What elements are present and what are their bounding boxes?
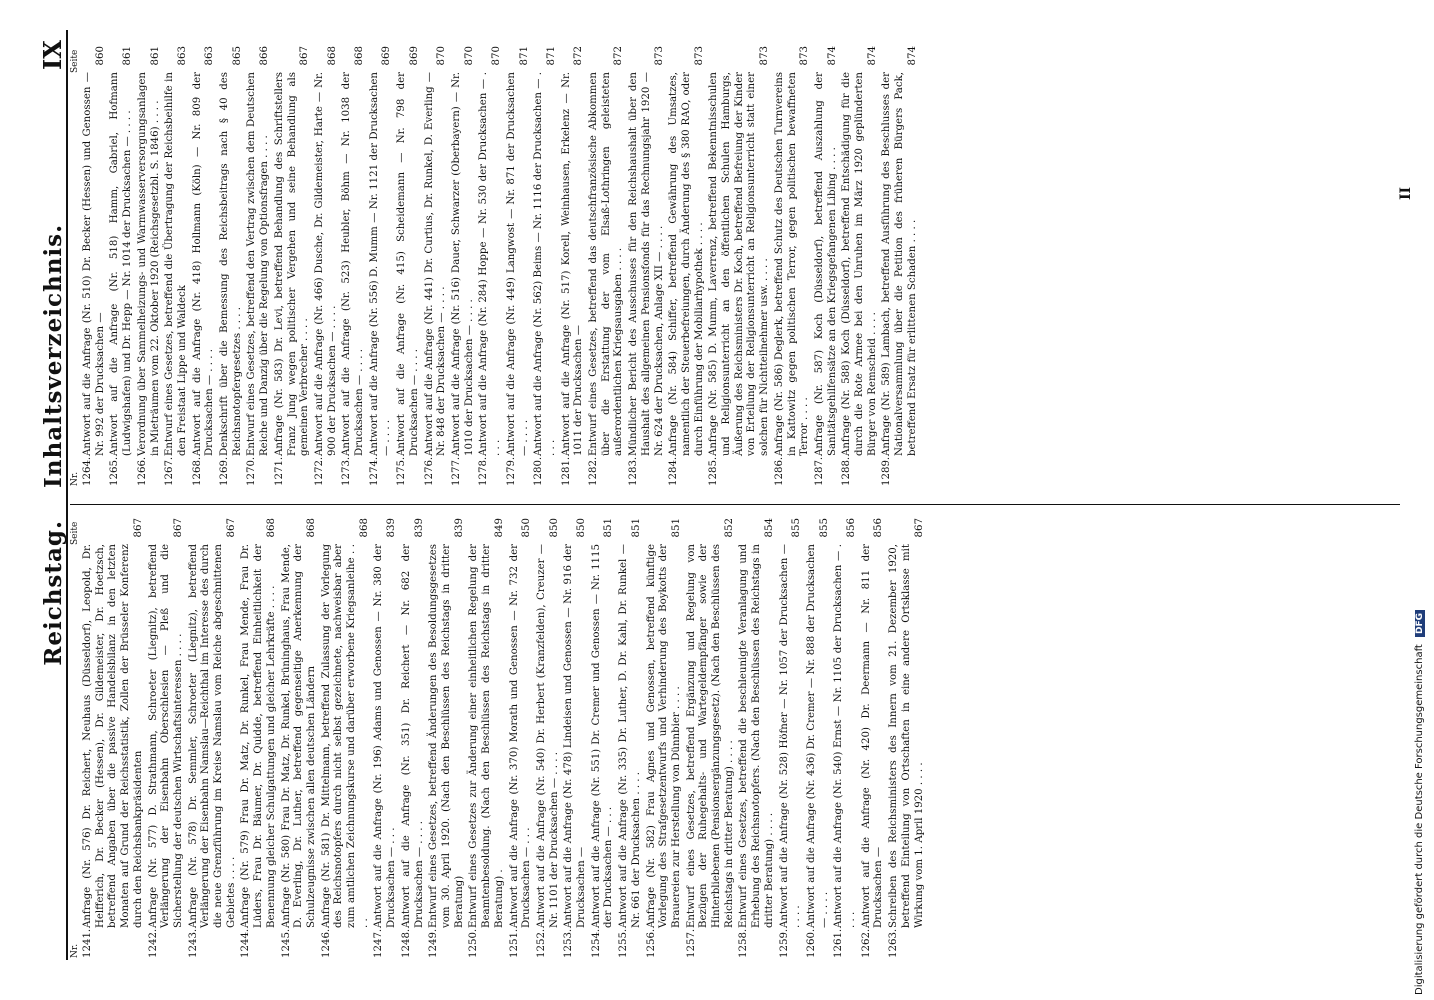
entry-number: 1243. xyxy=(187,928,199,958)
running-title-left: Reichstag. xyxy=(40,520,67,666)
entry-page: 868 xyxy=(265,518,277,538)
index-entry xyxy=(536,518,561,958)
index-entry xyxy=(281,518,319,958)
entry-text: Entwurf eines Gesetzes, betreffend Ergänzung und Regelung von Bezügen der Ruhegehalts- und Wartegeldempfänger sowie der Hinterbliebenen (Pensionsergänzungsgesetz). (Nach den Beschlüssen des Reichstags in dritter Beratung) . . . . xyxy=(685,544,735,928)
entry-page: 869 xyxy=(408,46,420,66)
entry-text: Verordnung über Sammelheizungs- und Warmwasserversorgungsanlagen in Mieträumen vom 22. Oktober 1920 (Reichsgesetzbl. S. 1846) . . . . xyxy=(136,72,161,456)
column-label-nr-right: Nr. xyxy=(70,471,80,486)
entry-page: 873 xyxy=(653,46,665,66)
entries-column-left xyxy=(82,518,928,958)
entry-number: 1285. xyxy=(708,456,720,486)
entry-number: 1264. xyxy=(82,456,93,486)
entry-page: 874 xyxy=(826,46,838,66)
entry-number: 1276. xyxy=(423,456,435,486)
index-entry xyxy=(314,46,339,486)
entry-text: Antwort auf die Anfrage (Nr. 284) Hoppe — Nr. 530 der Drucksachen — . . . . xyxy=(478,72,503,456)
index-entry xyxy=(219,46,244,486)
entry-number: 1241. xyxy=(82,928,93,958)
entry-text: Anfrage (Nr. 577) D. Strathmann, Schroeter (Liegnitz), betreffend Verlängerung der Eisenbahn Oberschlesien — Pleß und die Sicherstellung der deutschen Wirtschaftsinteressen . . . . xyxy=(147,544,184,928)
entry-page: 855 xyxy=(791,518,803,538)
entry-number: 1265. xyxy=(109,456,121,486)
entry-text: Anfrage (Nr. 586) Deglerk, betreffend Schutz des Deutschen Turnvereins in Kattowitz gegen politischen Terror, gegen politischen bewaffneten Terror . . . . xyxy=(773,72,811,456)
entry-page: 854 xyxy=(763,518,775,538)
entries-column-right xyxy=(82,46,922,486)
entry-text: Antwort auf die Anfrage (Nr. 415) Scheidemann — Nr. 798 der Drucksachen — . . . . xyxy=(396,72,420,456)
index-entry xyxy=(396,46,421,486)
entry-number: 1274. xyxy=(368,456,380,486)
index-entry xyxy=(533,46,558,486)
entry-page: 867 xyxy=(225,518,237,538)
entry-number: 1287. xyxy=(813,456,825,486)
entry-number: 1256. xyxy=(645,928,657,958)
entry-page: 849 xyxy=(493,518,505,538)
entry-number: 1271. xyxy=(273,456,285,486)
index-entry xyxy=(833,518,858,958)
entry-page: 850 xyxy=(548,518,560,538)
entry-number: 1246. xyxy=(320,928,332,958)
entry-page: 850 xyxy=(521,518,533,538)
entry-text: Entwurf eines Gesetzes, betreffend das deutschfranzösische Abkommen über die Erstattung der vom Elsaß-Lothringen geleisteten außerordentlichen Kriegsausgaben . . . . xyxy=(588,72,625,456)
entry-number: 1278. xyxy=(478,456,490,486)
entry-text: Anfrage (Nr. 581) Dr. Mittelmann, betreffend Zulassung der Vorlegung des Reichsnotopfers durch nicht selbst gezeichnete, nachweisbar aber zum amtlichen Zeichnungskurse und darüber erworbene Kriegsanleihe . . . . xyxy=(320,544,370,928)
entry-number: 1260. xyxy=(805,928,817,958)
entry-number: 1289. xyxy=(881,456,893,486)
entry-page: 867 xyxy=(299,46,311,66)
index-entry xyxy=(82,46,107,486)
entry-text: Anfrage (Nr. 587) Koch (Düsseldorf), betreffend Auszahlung der Sanitätsgehilfensätze an den Kriegsgefangenen Libing . . . . xyxy=(813,72,838,456)
entry-page: 870 xyxy=(491,46,503,66)
index-entry xyxy=(369,46,394,486)
index-entry xyxy=(373,518,398,958)
entry-text: Schreiben des Reichsministers des Innern vom 21. Dezember 1920, betreffend Einteilung von Ortschaften in eine andere Ortsklasse mit Wirkung vom 1. April 1920 . . . . xyxy=(888,544,925,928)
entry-text: Antwort auf die Anfrage (Nr. 523) Heubler, Böhm — Nr. 1038 der Drucksachen — . . . . xyxy=(341,72,366,456)
entry-text: Antwort auf die Anfrage (Nr. 418) Hollmann (Köln) — Nr. 809 der Drucksachen — . . . . xyxy=(191,72,216,456)
entry-page: 871 xyxy=(545,46,557,66)
entry-text: Antwort auf die Anfrage (Nr. 518) Hamm, Gabriel, Hofmann (Ludwigshafen) und Dr. Hepp — Nr. 1014 der Drucksachen — . . . . xyxy=(109,72,134,456)
entry-number: 1251. xyxy=(508,928,520,958)
column-label-seite-left: Seite xyxy=(70,521,80,545)
entry-page: 873 xyxy=(693,46,705,66)
entry-text: Antwort auf die Anfrage (Nr. 420) Dr. Deermann — Nr. 811 der Drucksachen — xyxy=(860,544,885,928)
entry-page: 870 xyxy=(463,46,475,66)
entry-number: 1255. xyxy=(618,928,630,958)
entry-text: Entwurf eines Gesetzes, betreffend die Übertragung der Reichsbeihilfe in den Freistaat Lippe und Waldeck xyxy=(164,72,188,456)
index-entry xyxy=(428,518,466,958)
index-entry xyxy=(561,46,586,486)
index-entry xyxy=(628,46,666,486)
entry-number: 1244. xyxy=(240,928,252,958)
index-entry xyxy=(861,518,886,958)
entry-number: 1247. xyxy=(373,928,385,958)
entry-page: 866 xyxy=(259,46,271,66)
index-entry xyxy=(274,46,312,486)
entry-page: 867 xyxy=(132,518,144,538)
entry-number: 1250. xyxy=(468,928,480,958)
entry-page: 856 xyxy=(846,518,858,538)
index-entry xyxy=(478,46,503,486)
entry-page: 869 xyxy=(381,46,393,66)
entry-number: 1284. xyxy=(668,456,680,486)
index-entry xyxy=(82,518,146,958)
entry-number: 1254. xyxy=(590,928,602,958)
entry-text: Entwurf eines Gesetzes, betreffend den Vertrag zwischen dem Deutschen Reiche und Danzig über die Regelung von Optionsfragen . . . . xyxy=(246,72,271,456)
entry-text: Antwort auf die Anfrage (Nr. 478) Lindeisen und Genossen — Nr. 916 der Drucksachen — xyxy=(563,544,588,928)
credit-text: Digitalisierung gefördert durch die Deutsche Forschungsgemeinschaft xyxy=(1414,644,1425,995)
index-entry xyxy=(240,518,278,958)
running-title-right: Inhaltsverzeichnis. xyxy=(40,223,67,488)
entry-number: 1258. xyxy=(738,928,750,958)
entry-text: Antwort auf die Anfrage (Nr. 528) Höfner — Nr. 1057 der Drucksachen — . . . . xyxy=(778,544,803,928)
index-entry xyxy=(164,46,189,486)
entry-number: 1272. xyxy=(313,456,325,486)
entry-text: Antwort auf die Anfrage (Nr. 436) Dr. Cremer — Nr. 888 der Drucksachen — . . . . xyxy=(805,544,830,928)
entry-page: 865 xyxy=(231,46,243,66)
entry-page: 839 xyxy=(386,518,398,538)
entry-number: 1268. xyxy=(191,456,203,486)
entry-number: 1248. xyxy=(400,928,412,958)
entry-text: Anfrage (Nr. 588) Koch (Düsseldorf), betreffend Entschädigung für die durch die Rote Armee bei den Unruhen im März 1920 geplünderten Bürger von Remscheid . . . . xyxy=(841,72,878,456)
index-entry xyxy=(618,518,643,958)
sheet-signature-mark: II xyxy=(1398,186,1414,200)
entry-page: 851 xyxy=(670,518,682,538)
index-entry xyxy=(341,46,366,486)
entry-text: Antwort auf die Anfrage (Nr. 562) Beims — Nr. 1116 der Drucksachen — . . . . xyxy=(533,72,557,456)
digitization-credit xyxy=(1414,610,1425,995)
entry-text: Anfrage (Nr. 589) Lambach, betreffend Ausführung des Beschlusses der Nationalversammlung über die Petition des früheren Bürgers Pack, betreffend Ersatz für erlittenen Schaden . . . . xyxy=(881,72,918,456)
entry-page: 839 xyxy=(453,518,465,538)
entry-text: Anfrage (Nr. 578) Dr. Semmler, Schroeter (Liegnitz), betreffend Verlängerung der Eisenbahn Namslau—Reichthal im Interesse des durch die neue Grenzführung im Kreise Namslau vom Reiche abgeschnittenen Gebietes . . . . xyxy=(187,544,237,928)
entry-text: Anfrage (Nr. 576) Dr. Reichert, Neuhaus (Düsseldorf), Leopold, Dr. Helfferich, Dr. Becker (Hessen), Dr. Gildemeister, Dr. Hoetzsch, betreffend Angaben über die passive Handelsbilanz in den letzten Monaten auf Grund der Reichsstatistik, Zollen der Brüsseler Konferenz durch den Reichsbankpräsidenten xyxy=(82,544,144,928)
entry-number: 1252. xyxy=(535,928,547,958)
column-divider xyxy=(70,504,1400,505)
entry-page: 871 xyxy=(518,46,530,66)
index-entry xyxy=(148,518,186,958)
entry-page: 861 xyxy=(149,46,161,66)
entry-page: 839 xyxy=(413,518,425,538)
entry-number: 1282. xyxy=(588,456,600,486)
entry-number: 1269. xyxy=(219,456,231,486)
index-entry xyxy=(646,518,684,958)
index-entry xyxy=(738,518,776,958)
index-entry xyxy=(814,46,839,486)
entry-page: 863 xyxy=(204,46,216,66)
entry-page: 874 xyxy=(866,46,878,66)
entry-number: 1267. xyxy=(164,456,176,486)
index-entry xyxy=(779,518,804,958)
entry-text: Antwort auf die Anfrage (Nr. 441) Dr. Curtius, Dr. Runkel, D. Everling — Nr. 848 der Drucksachen — . . . . xyxy=(423,72,448,456)
entry-page: 861 xyxy=(122,46,134,66)
index-entry xyxy=(246,46,271,486)
entry-number: 1277. xyxy=(450,456,462,486)
entry-text: Antwort auf die Anfrage (Nr. 516) Dauer, Schwarzer (Oberbayern) — Nr. 1010 der Drucksachen — . . . . xyxy=(450,72,475,456)
entry-text: Antwort auf die Anfrage (Nr. 196) Adams und Genossen — Nr. 380 der Drucksachen — . . . xyxy=(373,544,398,928)
entry-text: Antwort auf die Anfrage (Nr. 551) Dr. Cremer und Genossen — Nr. 1115 der Drucksachen — . . . xyxy=(590,544,615,928)
index-entry xyxy=(109,46,134,486)
index-entry xyxy=(401,518,426,958)
entry-number: 1279. xyxy=(505,456,517,486)
index-entry xyxy=(591,518,616,958)
entry-number: 1288. xyxy=(841,456,853,486)
entry-text: Antwort auf die Anfrage (Nr. 335) Dr. Luther, D. Dr. Kahl, Dr. Runkel — Nr. 661 der Drucksachen . . . . xyxy=(618,544,642,928)
entry-number: 1253. xyxy=(563,928,575,958)
entry-page: 870 xyxy=(436,46,448,66)
entry-number: 1262. xyxy=(860,928,872,958)
index-entry xyxy=(451,46,476,486)
entry-page: 868 xyxy=(358,518,370,538)
entry-text: Antwort auf die Anfrage (Nr. 517) Korell, Weinhausen, Erkelenz — Nr. 1011 der Drucksachen — xyxy=(560,72,585,456)
entry-number: 1263. xyxy=(888,928,900,958)
entry-number: 1259. xyxy=(778,928,790,958)
entry-text: Antwort auf die Anfrage (Nr. 351) Dr. Reichert — Nr. 682 der Drucksachen — . . . . xyxy=(400,544,425,928)
index-entry xyxy=(468,518,506,958)
entry-page: 874 xyxy=(906,46,918,66)
entry-page: 860 xyxy=(94,46,106,66)
entry-text: Antwort auf die Anfrage (Nr. 449) Langwost — Nr. 871 der Drucksachen — . . . . xyxy=(505,72,530,456)
entry-page: 867 xyxy=(172,518,184,538)
entry-page: 850 xyxy=(576,518,588,538)
index-entry xyxy=(588,46,626,486)
entry-page: 873 xyxy=(799,46,811,66)
entry-page: 868 xyxy=(305,518,317,538)
entry-text: Denkschrift über die Bemessung des Reichsbeitrags nach § 40 des Reichsnotopfergesetzes . . . . xyxy=(219,72,243,456)
index-entry xyxy=(506,46,531,486)
entry-text: Anfrage (Nr. 582) Frau Agnes und Genossen, betreffend künftige Vorlegung des Strafgesetzentwurfs und Verhinderung des Boykotts der Brauereien zur Herstellung von Dünnbier . . . . xyxy=(645,544,682,928)
entry-text: Entwurf eines Gesetzes, betreffend die beschleunigte Veranlagung und Erhebung des Reichsnotopfers. (Nach den Beschlüssen des Reichstags in dritter Beratung) . . . . xyxy=(738,544,775,928)
index-entry xyxy=(774,46,812,486)
entry-page: 868 xyxy=(354,46,366,66)
index-entry xyxy=(841,46,879,486)
entry-number: 1273. xyxy=(341,456,353,486)
entry-text: Anfrage (Nr. 584) Schiffer, betreffend Gewährung des Umsatzes, namentlich der Steuerbefreiungen, durch Änderung des § 380 RAO, oder durch Einführung der Mobiliarhypothek . . . . xyxy=(668,72,705,456)
dfg-logo: DFG xyxy=(1415,610,1425,637)
entry-text: Anfrage (Nr. 583) Dr. Levi, betreffend Behandlung des Schriftstellers Franz Jung wegen politischer Vergehen und seine Behandlung als gemeinen Verbrecher . . . . xyxy=(273,72,311,456)
index-entry xyxy=(321,518,372,958)
index-entry xyxy=(668,46,706,486)
entry-text: Anfrage (Nr. 579) Frau Dr. Matz, Dr. Runkel, Frau Mende, Frau Dr. Lüders, Frau Dr. Bäumer, Dr. Quidde, betreffend Einheitlichkeit der Benennung gleicher Schulgattungen und gleicher Lehrkräfte . . . . xyxy=(240,544,277,928)
entry-text: Entwurf eines Gesetzes zur Änderung einer einheitlichen Regelung der Beamtenbesoldung. (Nach den Beschlüssen des Reichstags in dritter Beratung) . xyxy=(468,544,505,928)
column-label-seite-right: Seite xyxy=(70,49,80,73)
entry-number: 1242. xyxy=(147,928,159,958)
entry-number: 1261. xyxy=(833,928,845,958)
entry-page: 855 xyxy=(818,518,830,538)
entry-page: 851 xyxy=(603,518,615,538)
entry-number: 1270. xyxy=(246,456,258,486)
entry-number: 1281. xyxy=(560,456,572,486)
entry-text: Antwort auf die Anfrage (Nr. 540) Dr. Herbert (Kranzfelden), Creuzer — Nr. 1101 der Drucksachen — . . . . xyxy=(535,544,560,928)
page-number: IX xyxy=(38,40,67,70)
entry-text: Antwort auf die Anfrage (Nr. 466) Dusche, Dr. Gildemeister, Harte — Nr. 900 der Drucksachen — . . . . xyxy=(313,72,338,456)
index-entry xyxy=(881,46,919,486)
entry-text: Antwort auf die Anfrage (Nr. 540) Ernst — Nr. 1105 der Drucksachen — . . . . xyxy=(833,544,858,928)
index-entry xyxy=(509,518,534,958)
entry-number: 1280. xyxy=(533,456,545,486)
index-entry xyxy=(192,46,217,486)
entry-number: 1283. xyxy=(628,456,640,486)
entry-number: 1266. xyxy=(136,456,148,486)
index-entry xyxy=(888,518,926,958)
index-entry xyxy=(806,518,831,958)
entry-text: Antwort auf die Anfrage (Nr. 556) D. Mumm — Nr. 1121 der Drucksachen — . . . . xyxy=(368,72,393,456)
entry-number: 1286. xyxy=(773,456,785,486)
entry-page: 867 xyxy=(913,518,925,538)
entry-page: 873 xyxy=(759,46,771,66)
entry-text: Antwort auf die Anfrage (Nr. 510) Dr. Becker (Hessen) und Genossen — Nr. 992 der Drucksachen — xyxy=(82,72,106,456)
entry-page: 868 xyxy=(326,46,338,66)
entry-text: Anfrage (Nr. 585) D. Mumm, Laverrenz, betreffend Bekenntnisschulen und Religionsunterricht an den öffentlichen Schulen Hamburgs, Äußerung des Reichsministers Dr. Koch, betreffend Befreiung der Kinder von Erteilung der Religionsunterricht an Religionsunterricht statt einer solchen für Nichtteilnehmer usw. . . . . xyxy=(708,72,771,456)
entry-number: 1275. xyxy=(396,456,408,486)
index-entry xyxy=(686,518,737,958)
entry-number: 1249. xyxy=(428,928,440,958)
index-entry xyxy=(188,518,239,958)
entry-text: Antwort auf die Anfrage (Nr. 370) Morath und Genossen — Nr. 732 der Drucksachen — . . . xyxy=(508,544,533,928)
entry-text: Mündlicher Bericht des Ausschusses für den Reichshaushalt über den Haushalt des allgemeinen Pensionsfonds für das Rechnungsjahr 1920 — Nr. 624 der Drucksachen, Anlage XII — . . . . xyxy=(628,72,665,456)
index-entry xyxy=(424,46,449,486)
column-label-nr-left: Nr. xyxy=(70,943,80,958)
entry-number: 1257. xyxy=(685,928,697,958)
index-entry xyxy=(708,46,772,486)
entry-text: Entwurf eines Gesetzes, betreffend Änderungen des Besoldungsgesetzes vom 30. April 1920. (Nach den Beschlüssen des Reichstags in dritter Beratung) xyxy=(428,544,465,928)
entry-page: 852 xyxy=(723,518,735,538)
entry-page: 856 xyxy=(873,518,885,538)
index-entry xyxy=(137,46,162,486)
entry-page: 851 xyxy=(630,518,642,538)
entry-text: Anfrage (Nr. 580) Frau Dr. Matz, Dr. Runkel, Brüninghaus, Frau Mende, D. Everling, Dr. Luther, betreffend gegenseitige Anerkennung der Schulzeugnisse zwischen allen deutschen Ländern xyxy=(280,544,317,928)
entry-number: 1245. xyxy=(280,928,292,958)
entry-page: 872 xyxy=(613,46,625,66)
entry-page: 872 xyxy=(573,46,585,66)
index-entry xyxy=(563,518,588,958)
entry-page: 863 xyxy=(176,46,188,66)
